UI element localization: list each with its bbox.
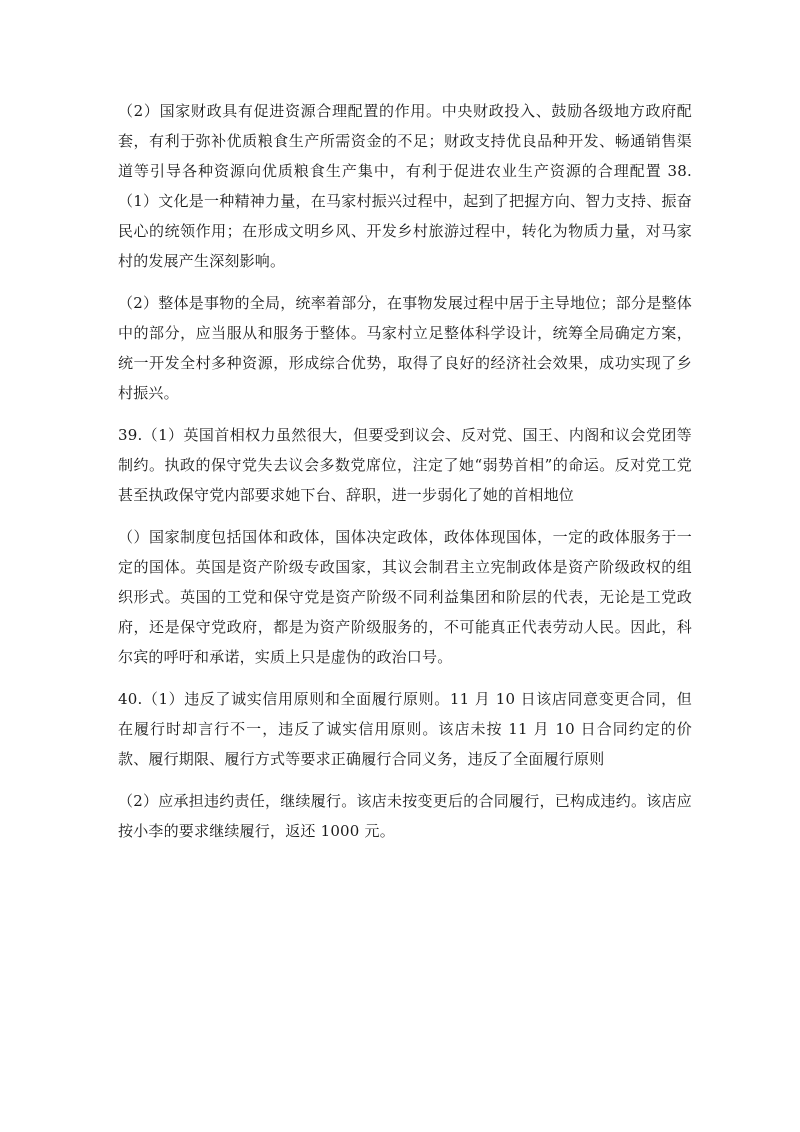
answer-paragraph-40-1: 40.（1）违反了诚实信用原则和全面履行原则。11 月 10 日该店同意变更合同，但在履行时却言行不一，违反了诚实信用原则。该店未按 11 月 10 日合同约定的价款、履行期限、履行方式等要求正确履行合同义务，违反了全面履行原则: [118, 690, 692, 768]
answer-paragraph-38-2: （2）整体是事物的全局，统率着部分，在事物发展过程中居于主导地位；部分是整体中的部分，应当服从和服务于整体。马家村立足整体科学设计，统筹全局确定方案，统一开发全村多种资源，形成综合优势，取得了良好的经济社会效果，成功实现了乡村振兴。: [118, 294, 692, 402]
paragraph-gap: [118, 408, 692, 420]
paragraph-gap: [118, 276, 692, 288]
answer-paragraph-39-2: （）国家制度包括国体和政体，国体决定政体，政体体现国体，一定的政体服务于一定的国体。英国是资产阶级专政国家，其议会制君主立宪制政体是资产阶级政权的组织形式。英国的工党和保守党是资产阶级不同利益集团和阶层的代表，无论是工党政府，还是保守党政府，都是为资产阶级服务的，不可能真正代表劳动人民。因此，科尔宾的呼吁和承诺，实质上只是虚伪的政治口号。: [118, 528, 692, 666]
paragraph-gap: [118, 510, 692, 522]
paragraph-gap: [118, 774, 692, 786]
answer-paragraph-2-and-38: （2）国家财政具有促进资源合理配置的作用。中央财政投入、鼓励各级地方政府配套，有利于弥补优质粮食生产所需资金的不足；财政支持优良品种开发、畅通销售渠道等引导各种资源向优质粮食生产集中，有利于促进农业生产资源的合理配置 38.（1）文化是一种精神力量，在马家村振兴过程中，起到了把握方向、智力支持、振奋民心的统领作用；在形成文明乡风、开发乡村旅游过程中，转化为物质力量，对马家村的发展产生深刻影响。: [118, 102, 692, 270]
paragraph-gap: [118, 672, 692, 684]
answer-paragraph-40-2: （2）应承担违约责任，继续履行。该店未按变更后的合同履行，已构成违约。该店应按小李的要求继续履行，返还 1000 元。: [118, 792, 692, 840]
answer-paragraph-39-1: 39.（1）英国首相权力虽然很大，但要受到议会、反对党、国王、内阁和议会党团等制约。执政的保守党失去议会多数党席位，注定了她“弱势首相”的命运。反对党工党甚至执政保守党内部要求她下台、辞职，进一步弱化了她的首相地位: [118, 426, 692, 504]
document-body: [118, 96, 692, 846]
